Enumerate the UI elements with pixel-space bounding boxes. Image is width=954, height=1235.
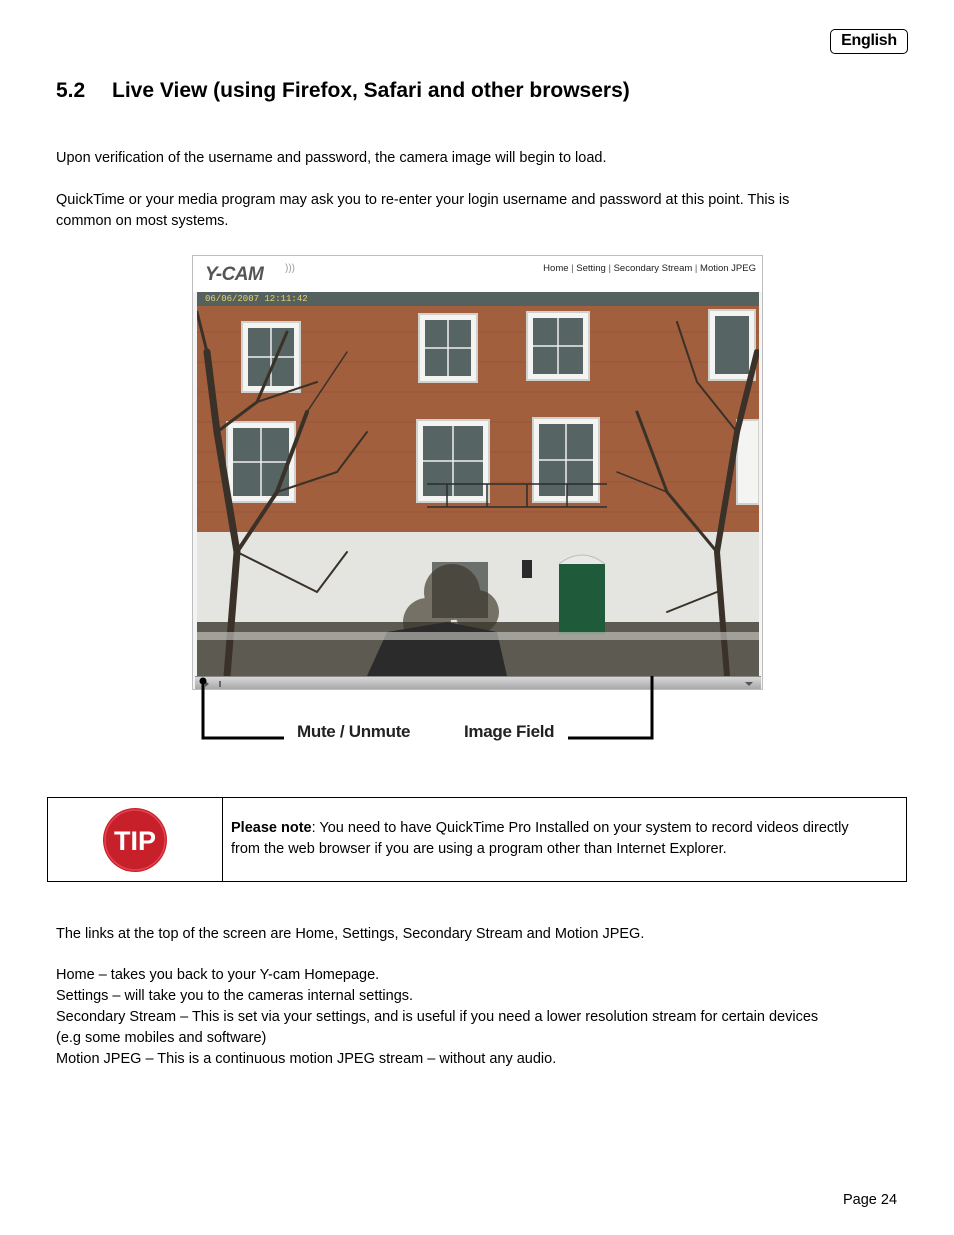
nav-separator: | — [694, 263, 698, 274]
section-title: Live View (using Firefox, Safari and other browsers) — [112, 79, 630, 102]
mute-unmute-label: Mute / Unmute — [297, 722, 411, 741]
timestamp-overlay: 06/06/2007 12:11:42 — [205, 294, 308, 304]
screenshot-topbar — [193, 256, 762, 292]
nav-motion-jpeg-link[interactable]: Motion JPEG — [700, 263, 756, 274]
link-secondary-desc-2: (e.g some mobiles and software) — [56, 1030, 267, 1046]
language-badge: English — [830, 29, 908, 54]
tip-divider — [222, 798, 223, 881]
camera-image-field[interactable] — [197, 292, 759, 676]
tip-icon — [103, 808, 167, 872]
tip-line-2: from the web browser if you are using a program other than Internet Explorer. — [231, 841, 727, 857]
tip-icon-text: TIP — [113, 826, 157, 856]
nav-separator: | — [571, 263, 574, 274]
wireless-icon: ))) — [285, 263, 295, 274]
links-intro: The links at the top of the screen are Home, Settings, Secondary Stream and Motion JPEG. — [56, 926, 645, 942]
tip-box — [47, 797, 907, 882]
intro-paragraph-2-line-1: QuickTime or your media program may ask you to re-enter your login username and password at this point. This is — [56, 192, 790, 208]
link-settings-desc: Settings – will take you to the cameras internal settings. — [56, 988, 414, 1004]
section-heading — [56, 79, 630, 103]
tip-line-1 — [231, 818, 901, 839]
nav-setting-link[interactable]: Setting — [576, 263, 606, 274]
intro-paragraph-1: Upon verification of the username and password, the camera image will begin to load. — [56, 150, 607, 166]
nav-secondary-stream-link[interactable]: Secondary Stream — [613, 263, 693, 274]
links-list — [56, 965, 896, 1070]
ycam-logo: Y-CAM — [205, 264, 264, 285]
callout-lines — [192, 676, 662, 746]
section-number: 5.2 — [56, 79, 86, 102]
page-number: Page 24 — [843, 1192, 898, 1208]
camera-image — [197, 292, 759, 676]
nav-home-link[interactable]: Home — [543, 263, 569, 274]
intro-paragraph-2 — [56, 190, 896, 232]
screenshot-nav — [543, 263, 756, 274]
tip-lead: Please note — [231, 820, 312, 836]
live-view-screenshot — [192, 255, 763, 690]
link-home-desc: Home – takes you back to your Y-cam Homepage. — [56, 967, 380, 983]
link-secondary-desc-1: Secondary Stream – This is set via your settings, and is useful if you need a lower resolution stream for certain devices — [56, 1009, 819, 1025]
nav-separator: | — [608, 263, 611, 274]
tip-text — [231, 818, 901, 860]
image-field-label: Image Field — [464, 722, 555, 741]
tip-line-1-rest: : You need to have QuickTime Pro Installed on your system to record videos directly — [311, 820, 849, 836]
link-mjpeg-desc: Motion JPEG – This is a continuous motion JPEG stream – without any audio. — [56, 1051, 557, 1067]
intro-paragraph-2-line-2: common on most systems. — [56, 213, 229, 229]
chevron-down-icon — [745, 682, 753, 686]
